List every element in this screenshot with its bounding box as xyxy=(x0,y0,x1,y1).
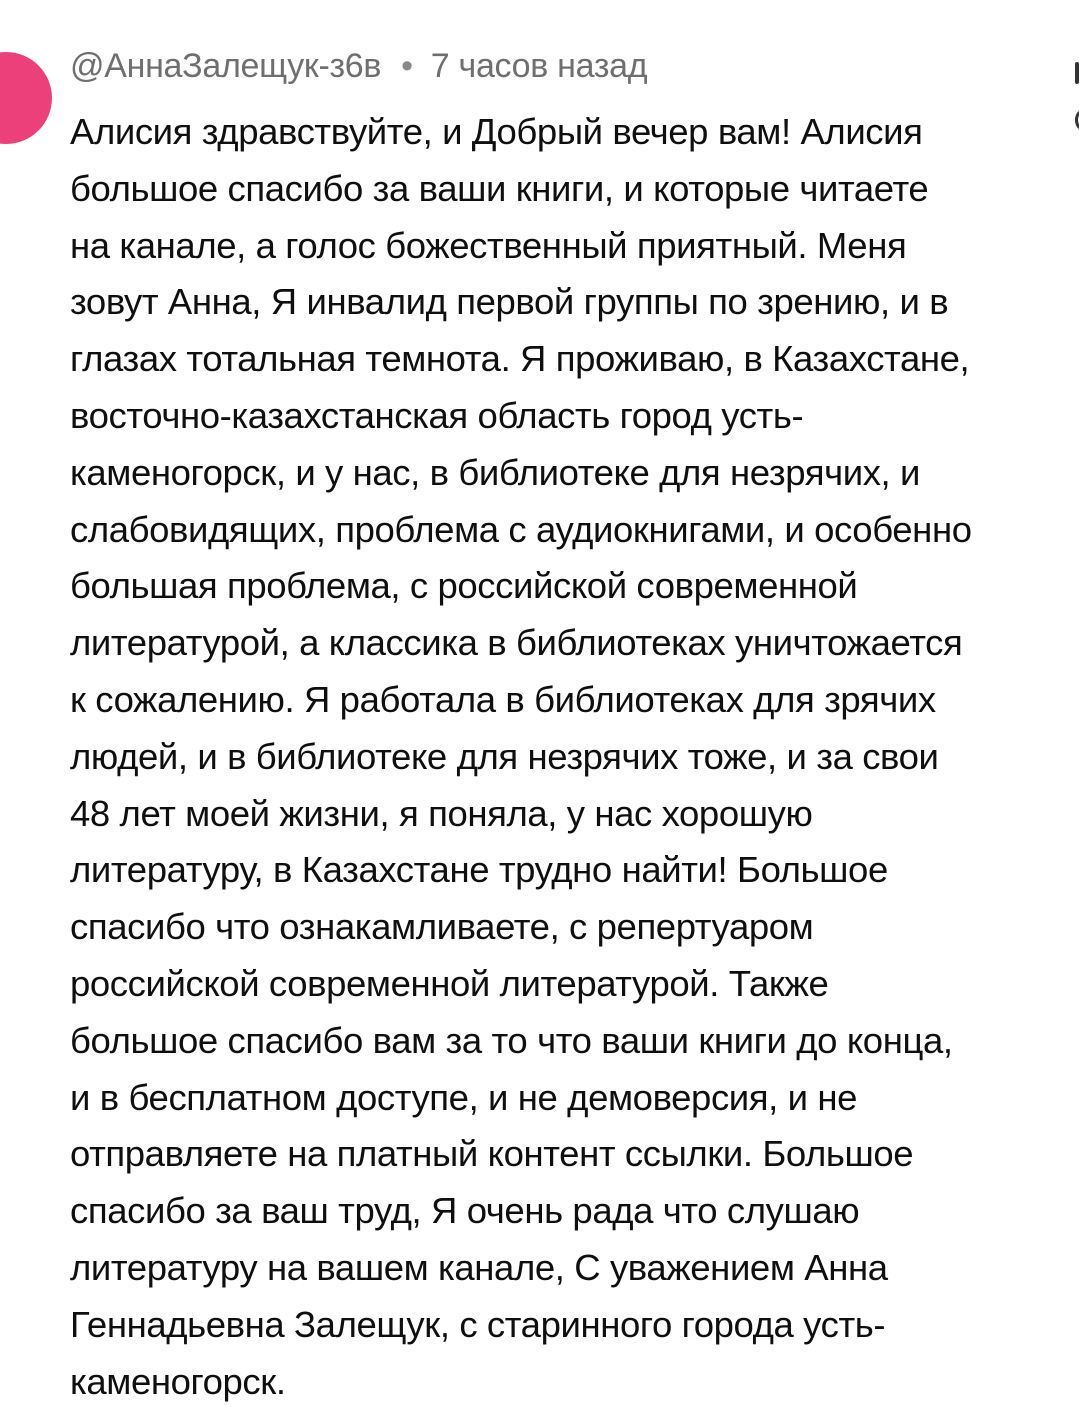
comment-text-line: 48 лет моей жизни, я поняла, у нас хорошую xyxy=(70,792,813,834)
comment-text-line: Алисия здравствуйте, и Добрый вечер вам! Алисия xyxy=(70,111,923,152)
comment-text-line: литературой, а классика в библиотеках уничтожается xyxy=(70,622,963,664)
comment-text-line: большое спасибо вам за то что ваши книги до конца, xyxy=(70,1019,953,1061)
more-options-icon xyxy=(1075,62,1079,84)
author-handle[interactable]: @АннаЗалещук-з6в xyxy=(70,47,382,85)
comment-text-line: слабовидящих, проблема с аудиокнигами, и особенно xyxy=(70,508,972,550)
comment-text-line: и в бесплатном доступе, и не демоверсия, и не xyxy=(70,1076,858,1118)
comment-text-line: людей, и в библиотеке для незрячих тоже, и за свои xyxy=(70,735,939,777)
comment-text-line: на канале, а голос божественный приятный. Меня xyxy=(70,224,907,266)
action-icon-edge xyxy=(1075,110,1079,130)
comment-text-line: большая проблема, с российской современной xyxy=(70,565,858,607)
more-options-button[interactable] xyxy=(1073,50,1079,140)
comment-text-line: глазах тотальная темнота. Я проживаю, в Казахстане, xyxy=(70,338,970,380)
comment-text xyxy=(70,104,1020,1410)
comment-text-line: отправляете на платный контент ссылки. Большое xyxy=(70,1133,914,1175)
comment-text-line: к сожалению. Я работала в библиотеках для зрячих xyxy=(70,678,936,720)
comment-text-line: каменогорск, и у нас, в библиотеке для незрячих, и xyxy=(70,451,921,493)
comment-text-line: спасибо за ваш труд, Я очень рада что слушаю xyxy=(70,1190,860,1232)
comment-text-line: зовут Анна, Я инвалид первой группы по зрению, и в xyxy=(70,281,949,323)
comment-text-line: литературу, в Казахстане трудно найти! Большое xyxy=(70,849,888,891)
comment-text-line: большое спасибо за ваши книги, и которые читаете xyxy=(70,167,929,209)
comment-text-line: восточно-казахстанская область город усть- xyxy=(70,394,804,436)
comment-text-line: спасибо что ознакамливаете, с репертуаром xyxy=(70,906,814,948)
comment-text-line: Геннадьевна Залещук, с старинного города усть- xyxy=(70,1303,886,1345)
comment-text-line: литературу на вашем канале, С уважением Анна xyxy=(70,1246,888,1288)
avatar[interactable] xyxy=(0,52,52,144)
comment-text-line: каменогорск. xyxy=(70,1360,286,1402)
separator-dot: • xyxy=(401,47,413,85)
timestamp[interactable]: 7 часов назад xyxy=(430,47,648,85)
comment-text-line: российской современной литературой. Также xyxy=(70,962,829,1004)
comment-header xyxy=(70,40,647,92)
